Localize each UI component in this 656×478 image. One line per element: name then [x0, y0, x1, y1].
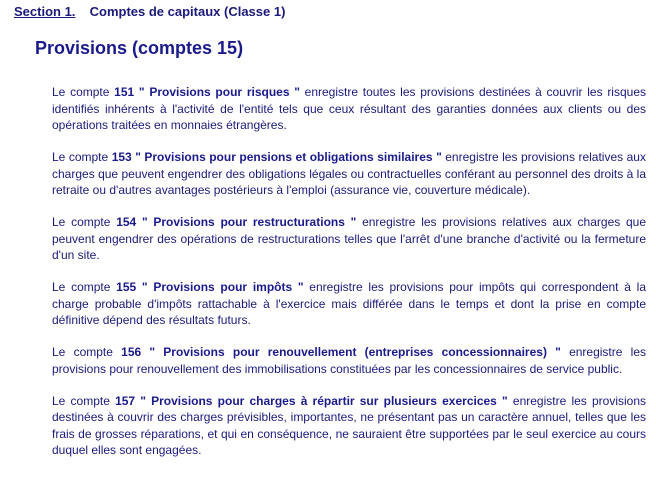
account-title: 154 " Provisions pour restructurations " — [116, 215, 357, 229]
paragraph-text: enregistre les provisions relatives aux charges que peuvent engendrer des obligations légales ou contractuelles conférant au personnel des droits à la retraite ou d'autres avantages postérieurs à l'emploi (assurance vie, couverture médicale). — [52, 150, 646, 197]
account-title: 157 " Provisions pour charges à répartir sur plusieurs exercices " — [115, 393, 508, 408]
section-number: Section 1. — [14, 4, 76, 19]
paragraph-intro: Le compte — [52, 215, 117, 229]
paragraph-text: enregistre toutes les provisions destinées à couvrir les risques identifiés inhérents à l'activité de l'entité tels que ceux résultant des garanties données aux clients ou des opérations traitées en monnaies étrangères. — [52, 85, 646, 132]
section-header — [14, 4, 285, 19]
paragraph-account-153 — [52, 149, 646, 199]
paragraph-intro: Le compte — [52, 150, 112, 164]
paragraph-account-156 — [52, 344, 646, 377]
paragraph-intro: Le compte — [52, 345, 122, 359]
paragraph-account-151 — [52, 84, 646, 134]
paragraph-text: enregistre les provisions relatives aux charges que peuvent engendrer des opérations de restructurations telles que l'arrêt d'une branche d'activité ou la fermeture d'un site. — [52, 215, 647, 262]
paragraph-text: enregistre les provisions destinées à couvrir des charges prévisibles, importantes, ne présentant pas un caractère annuel, telles que les frais de grosses réparations, et qui en conséquence, ne sauraient être supportées par le seul exercice au cours duquel elles sont engagées. — [52, 393, 646, 457]
paragraph-text: enregistre les provisions pour renouvellement des immobilisations constituées par les concessionnaires de service public. — [52, 345, 646, 376]
paragraph-account-157 — [52, 393, 646, 459]
paragraph-intro: Le compte — [52, 85, 115, 99]
account-title: 153 " Provisions pour pensions et obligations similaires " — [111, 150, 442, 164]
page-title: Provisions (comptes 15) — [35, 38, 244, 58]
paragraph-account-154 — [52, 214, 646, 264]
section-title: Comptes de capitaux (Classe 1) — [89, 4, 286, 19]
paragraph-account-155 — [52, 279, 646, 329]
account-title: 155 " Provisions pour impôts " — [116, 280, 304, 294]
account-title: 156 " Provisions pour renouvellement (entreprises concessionnaires) " — [121, 345, 561, 359]
paragraph-intro: Le compte — [52, 280, 117, 294]
document-body — [52, 84, 646, 474]
paragraph-text: enregistre les provisions pour impôts qui correspondent à la charge probable d'impôts rattachable à l'exercice mais différée dans le temps et dont la prise en compte définitive dépend des résultats futurs. — [52, 280, 646, 327]
paragraph-intro: Le compte — [52, 393, 116, 408]
account-title: 151 " Provisions pour risques " — [114, 85, 300, 99]
